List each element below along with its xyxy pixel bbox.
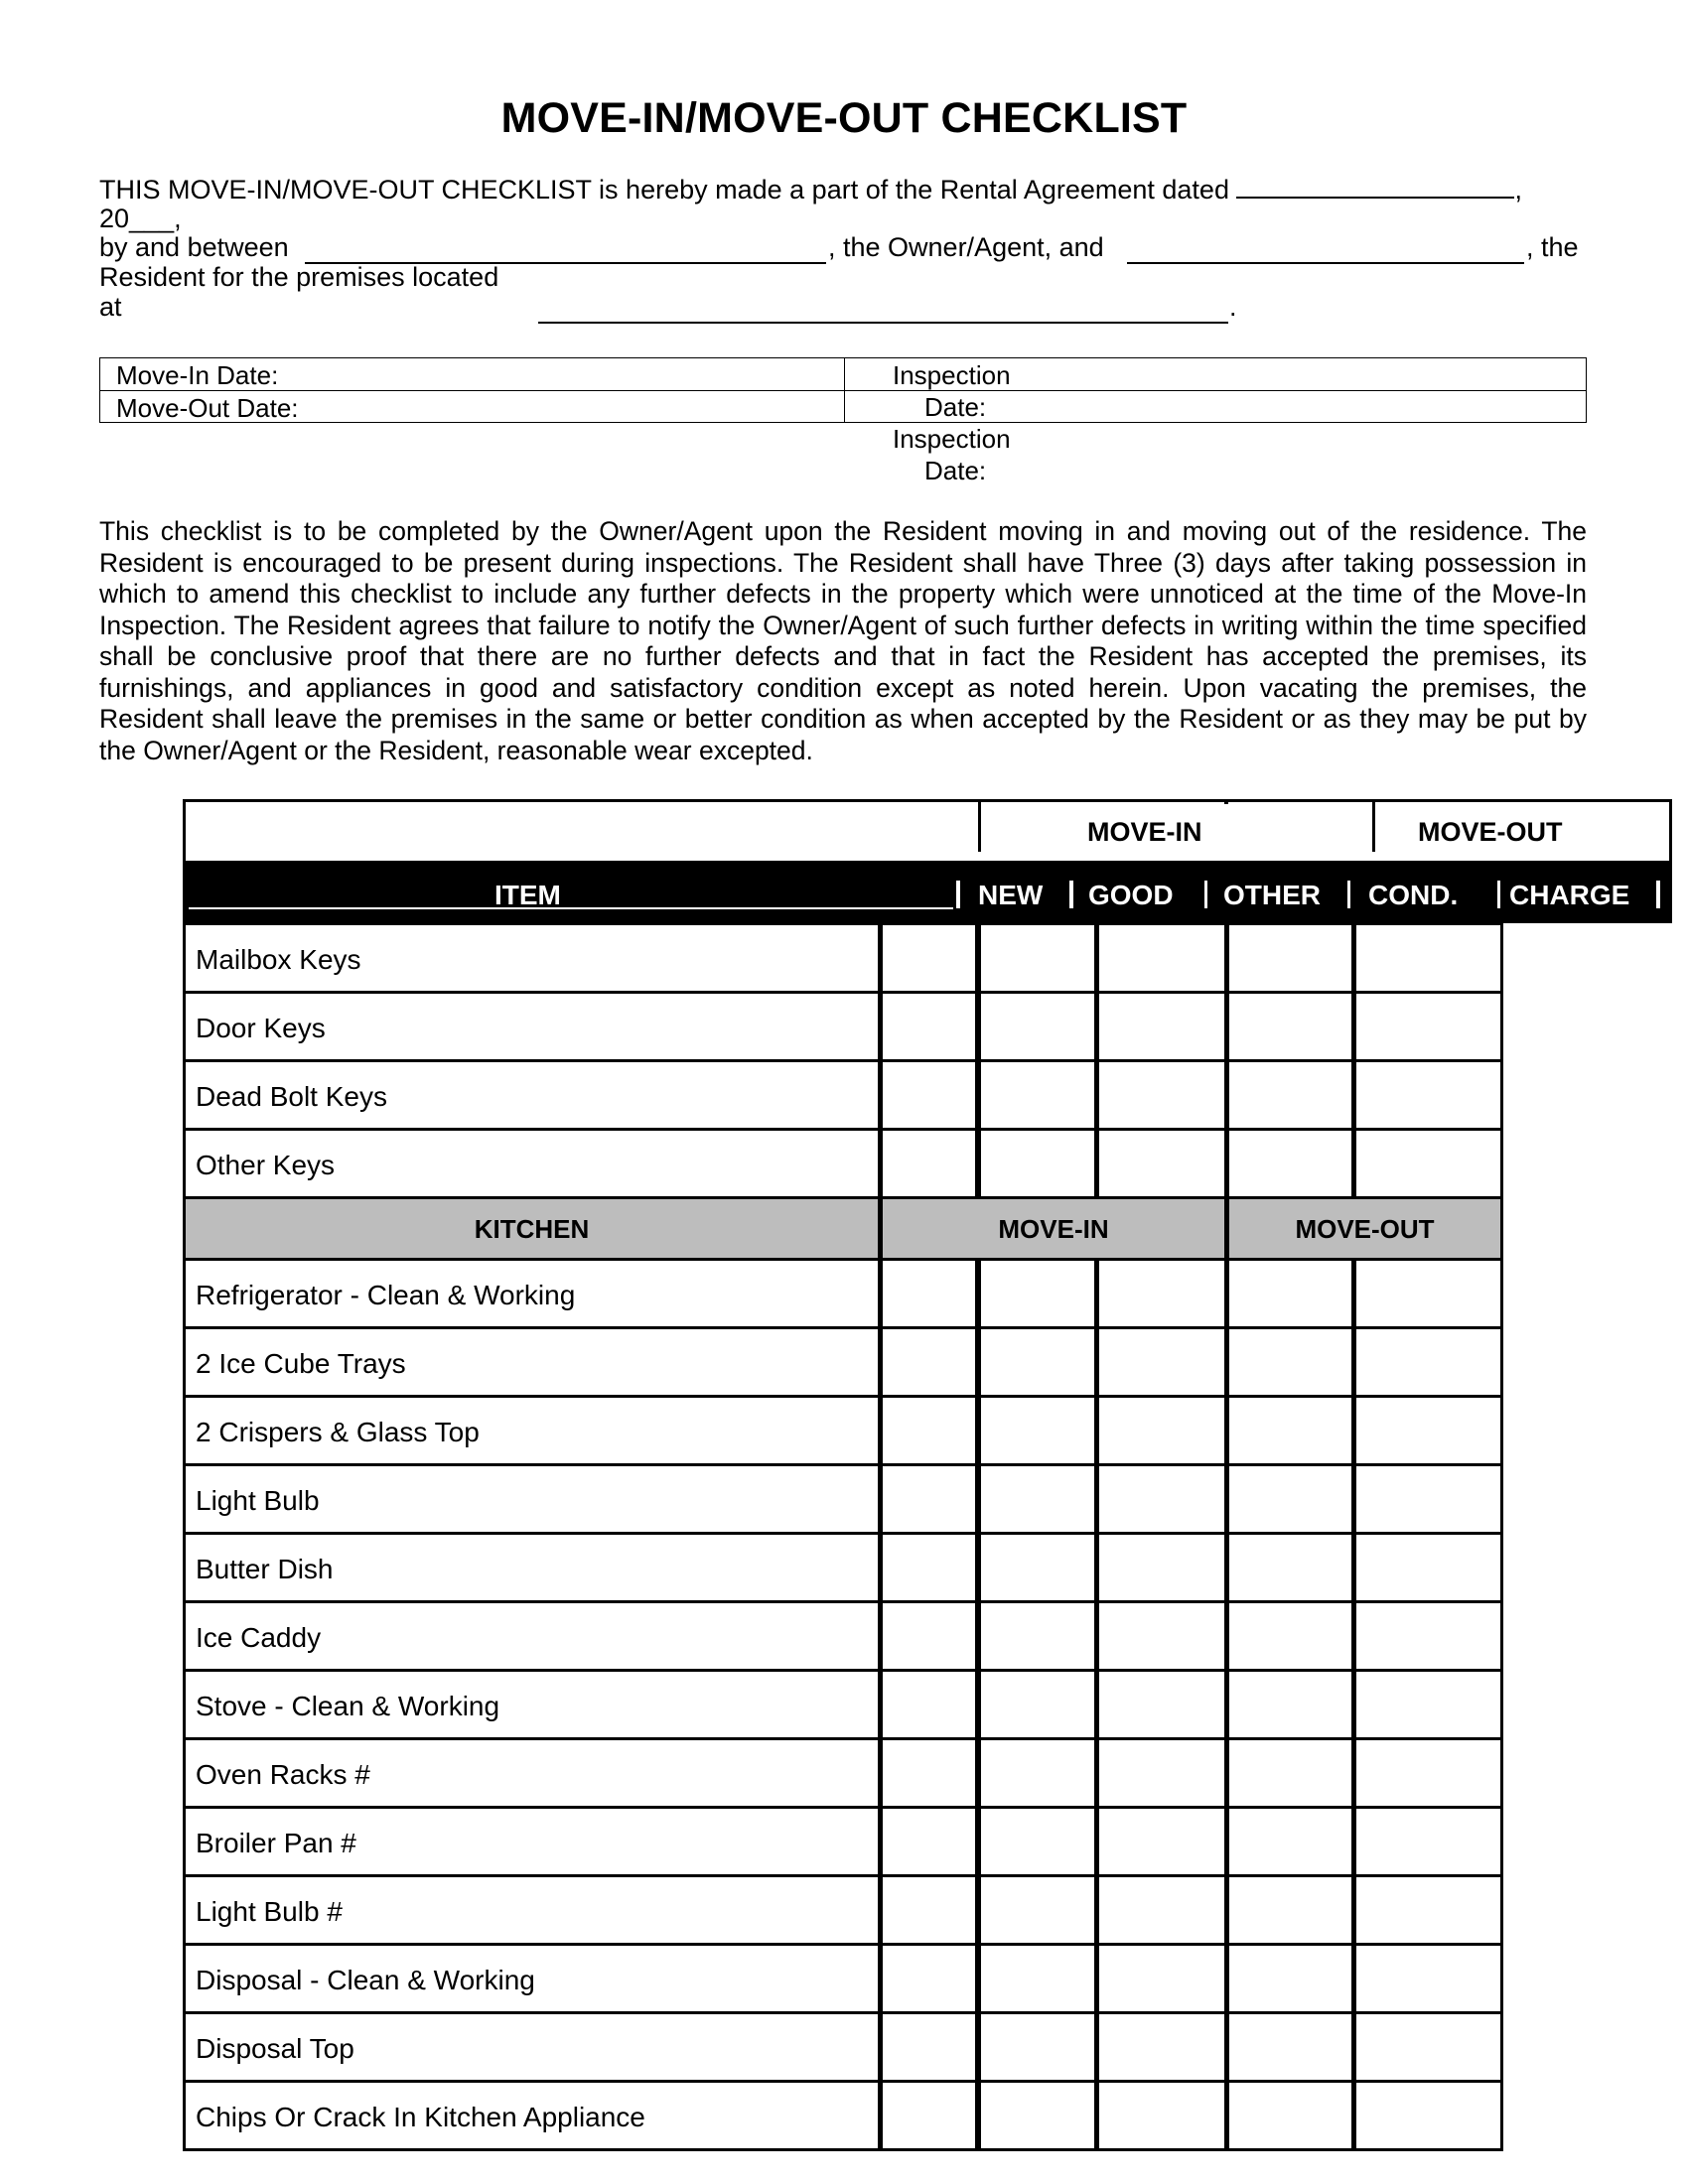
item-label: Dead Bolt Keys	[196, 1081, 387, 1112]
item-label: Light Bulb	[196, 1485, 320, 1516]
section-cell	[1226, 1196, 1503, 1261]
item-label: Refrigerator - Clean & Working	[196, 1280, 576, 1310]
charge-cell[interactable]	[1353, 2080, 1503, 2151]
divider	[956, 881, 960, 908]
move-in-date-label: Move-In Date:	[116, 360, 279, 390]
good-cell[interactable]	[978, 2011, 1097, 2083]
good-cell[interactable]	[978, 922, 1097, 994]
item-label: Butter Dish	[196, 1554, 334, 1584]
item-column-header: ITEM	[494, 880, 561, 910]
cond-cell[interactable]	[1226, 1463, 1354, 1535]
item-label: Oven Racks #	[196, 1759, 370, 1790]
other-cell[interactable]	[1096, 991, 1227, 1062]
intro-line-5: at	[99, 292, 122, 322]
cond-cell[interactable]	[1226, 922, 1354, 994]
intro-comma: ,	[1514, 175, 1522, 205]
divider	[1069, 881, 1073, 908]
charge-cell[interactable]	[1353, 1943, 1503, 2014]
charge-cell[interactable]	[1353, 1532, 1503, 1603]
divider	[1347, 881, 1350, 908]
page-title: MOVE-IN/MOVE-OUT CHECKLIST	[500, 94, 1188, 142]
cond-cell[interactable]	[1226, 1326, 1354, 1398]
good-cell[interactable]	[978, 2080, 1097, 2151]
charge-cell[interactable]	[1353, 1059, 1503, 1131]
other-cell[interactable]	[1096, 1669, 1227, 1740]
item-cell	[183, 1395, 881, 1466]
item-cell	[183, 2080, 881, 2151]
divider	[189, 907, 953, 909]
item-label: Ice Caddy	[196, 1622, 322, 1653]
intro-period: .	[1229, 292, 1237, 322]
kitchen-move-out-header: MOVE-OUT	[1295, 1214, 1435, 1244]
good-cell[interactable]	[978, 1806, 1097, 1877]
item-cell	[183, 922, 881, 994]
cond-cell[interactable]	[1226, 1128, 1354, 1199]
charge-cell[interactable]	[1353, 2011, 1503, 2083]
divider	[1656, 881, 1660, 908]
new-cell[interactable]	[880, 991, 978, 1062]
item-cell	[183, 2011, 881, 2083]
charge-column-header: CHARGE	[1509, 880, 1630, 910]
cond-cell[interactable]	[1226, 1600, 1354, 1672]
item-cell	[183, 1874, 881, 1946]
divider	[1204, 881, 1207, 908]
section-cell	[183, 1196, 881, 1261]
divider	[1497, 881, 1500, 908]
cond-cell[interactable]	[1226, 991, 1354, 1062]
other-column-header: OTHER	[1223, 880, 1321, 910]
other-cell[interactable]	[1096, 1532, 1227, 1603]
item-cell	[183, 1258, 881, 1329]
other-cell[interactable]	[1096, 1600, 1227, 1672]
item-label: Broiler Pan #	[196, 1828, 356, 1858]
good-cell[interactable]	[978, 1326, 1097, 1398]
new-column-header: NEW	[978, 880, 1044, 910]
inspection-date-label-1b: Date:	[924, 392, 987, 422]
intro-text-3c: , the	[1526, 232, 1579, 262]
item-label: Light Bulb #	[196, 1896, 343, 1927]
good-cell[interactable]	[978, 1600, 1097, 1672]
cond-cell[interactable]	[1226, 1874, 1354, 1946]
item-label: 2 Ice Cube Trays	[196, 1348, 406, 1379]
cond-cell[interactable]	[1226, 1737, 1354, 1809]
charge-cell[interactable]	[1353, 1128, 1503, 1199]
move-in-header: MOVE-IN	[1087, 817, 1202, 847]
new-cell[interactable]	[880, 922, 978, 994]
intro-text-3b: , the Owner/Agent, and	[828, 232, 1104, 262]
new-cell[interactable]	[880, 1532, 978, 1603]
divider	[978, 802, 981, 852]
cond-cell[interactable]	[1226, 1258, 1354, 1329]
good-cell[interactable]	[978, 1532, 1097, 1603]
item-cell	[183, 1737, 881, 1809]
item-label: Disposal - Clean & Working	[196, 1965, 535, 1995]
move-out-date-label: Move-Out Date:	[116, 393, 299, 423]
new-cell[interactable]	[880, 1059, 978, 1131]
instructions-paragraph: This checklist is to be completed by the Owner/Agent upon the Resident moving in and moving out of the residence. The Resident is encouraged to be present during inspections. The Resident shall have Three (3) days after taking possession in which to amend this checklist to include any further defects in the property which were unnoticed at the time of the Move-In Inspection. The Resident agrees that failure to notify the Owner/Agent of such further defects in writing within the time specified shall be conclusive proof that there are no further defects and that in fact the Resident has accepted the premises, its furnishings, and appliances in good and satisfactory condition except as noted herein. Upon vacating the premises, the Resident shall leave the premises in the same or better condition as when accepted by the Resident or as they may be put by the Owner/Agent or the Resident, reasonable wear excepted.	[99, 516, 1587, 765]
item-label: Door Keys	[196, 1013, 326, 1043]
charge-cell[interactable]	[1353, 991, 1503, 1062]
charge-cell[interactable]	[1353, 1258, 1503, 1329]
new-cell[interactable]	[880, 1737, 978, 1809]
divider	[100, 390, 1586, 391]
item-cell	[183, 1059, 881, 1131]
item-label: Stove - Clean & Working	[196, 1691, 500, 1721]
item-label: 2 Crispers & Glass Top	[196, 1417, 480, 1447]
kitchen-section-title: KITCHEN	[474, 1214, 590, 1244]
new-cell[interactable]	[880, 2080, 978, 2151]
new-cell[interactable]	[880, 1395, 978, 1466]
new-cell[interactable]	[880, 1326, 978, 1398]
owner-name-blank[interactable]	[305, 238, 826, 264]
intro-text-3a: by and between	[99, 232, 289, 262]
other-cell[interactable]	[1096, 922, 1227, 994]
other-cell[interactable]	[1096, 1128, 1227, 1199]
good-cell[interactable]	[978, 991, 1097, 1062]
item-cell	[183, 1463, 881, 1535]
intro-year: 20___,	[99, 204, 182, 233]
good-cell[interactable]	[978, 1395, 1097, 1466]
good-cell[interactable]	[978, 1463, 1097, 1535]
move-out-header: MOVE-OUT	[1418, 817, 1563, 847]
item-cell	[183, 991, 881, 1062]
cond-cell[interactable]	[1226, 2080, 1354, 2151]
good-cell[interactable]	[978, 1874, 1097, 1946]
charge-cell[interactable]	[1353, 922, 1503, 994]
new-cell[interactable]	[880, 1128, 978, 1199]
agreement-date-blank[interactable]	[1236, 173, 1514, 199]
inspection-date-label-2a: Inspection	[893, 424, 1011, 454]
cond-cell[interactable]	[1226, 1669, 1354, 1740]
cond-cell[interactable]	[1226, 1059, 1354, 1131]
section-cell	[880, 1196, 1227, 1261]
good-column-header: GOOD	[1088, 880, 1174, 910]
item-cell	[183, 1326, 881, 1398]
other-cell[interactable]	[1096, 1258, 1227, 1329]
charge-cell[interactable]	[1353, 1326, 1503, 1398]
other-cell[interactable]	[1096, 1395, 1227, 1466]
cond-column-header: COND.	[1368, 880, 1459, 910]
divider	[1224, 799, 1228, 804]
intro-line-3	[99, 232, 289, 262]
item-label: Mailbox Keys	[196, 944, 361, 975]
cond-cell[interactable]	[1226, 1532, 1354, 1603]
charge-cell[interactable]	[1353, 1806, 1503, 1877]
resident-name-blank[interactable]	[1127, 238, 1524, 264]
inspection-date-label-1a: Inspection	[893, 360, 1011, 390]
new-cell[interactable]	[880, 1943, 978, 2014]
new-cell[interactable]	[880, 1258, 978, 1329]
charge-cell[interactable]	[1353, 1737, 1503, 1809]
cond-cell[interactable]	[1226, 1395, 1354, 1466]
charge-cell[interactable]	[1353, 1874, 1503, 1946]
divider	[844, 358, 845, 422]
other-cell[interactable]	[1096, 1737, 1227, 1809]
inspection-date-label-2b: Date:	[924, 456, 987, 485]
dates-table	[99, 357, 1587, 423]
intro-text-1: THIS MOVE-IN/MOVE-OUT CHECKLIST is hereby made a part of the Rental Agreement dated	[99, 175, 1229, 205]
good-cell[interactable]	[978, 1059, 1097, 1131]
intro-line-4: Resident for the premises located	[99, 262, 499, 292]
new-cell[interactable]	[880, 1463, 978, 1535]
new-cell[interactable]	[880, 2011, 978, 2083]
item-cell	[183, 1128, 881, 1199]
item-label: Disposal Top	[196, 2033, 354, 2064]
item-cell	[183, 1600, 881, 1672]
intro-line-1	[99, 173, 1522, 205]
divider	[1372, 802, 1375, 852]
other-cell[interactable]	[1096, 1463, 1227, 1535]
good-cell[interactable]	[978, 1128, 1097, 1199]
good-cell[interactable]	[978, 1669, 1097, 1740]
item-cell	[183, 1669, 881, 1740]
charge-cell[interactable]	[1353, 1395, 1503, 1466]
good-cell[interactable]	[978, 1943, 1097, 2014]
charge-cell[interactable]	[1353, 1600, 1503, 1672]
other-cell[interactable]	[1096, 2011, 1227, 2083]
good-cell[interactable]	[978, 1737, 1097, 1809]
item-cell	[183, 1806, 881, 1877]
item-cell	[183, 1943, 881, 2014]
other-cell[interactable]	[1096, 1326, 1227, 1398]
good-cell[interactable]	[978, 1258, 1097, 1329]
new-cell[interactable]	[880, 1874, 978, 1946]
kitchen-move-in-header: MOVE-IN	[998, 1214, 1109, 1244]
new-cell[interactable]	[880, 1806, 978, 1877]
other-cell[interactable]	[1096, 1874, 1227, 1946]
other-cell[interactable]	[1096, 2080, 1227, 2151]
new-cell[interactable]	[880, 1600, 978, 1672]
other-cell[interactable]	[1096, 1059, 1227, 1131]
item-label: Chips Or Crack In Kitchen Appliance	[196, 2102, 645, 2132]
charge-cell[interactable]	[1353, 1463, 1503, 1535]
cond-cell[interactable]	[1226, 1943, 1354, 2014]
cond-cell[interactable]	[1226, 1806, 1354, 1877]
charge-cell[interactable]	[1353, 1669, 1503, 1740]
new-cell[interactable]	[880, 1669, 978, 1740]
item-label: Other Keys	[196, 1150, 336, 1180]
other-cell[interactable]	[1096, 1806, 1227, 1877]
cond-cell[interactable]	[1226, 2011, 1354, 2083]
premises-address-blank[interactable]	[538, 298, 1228, 324]
other-cell[interactable]	[1096, 1943, 1227, 2014]
item-cell	[183, 1532, 881, 1603]
